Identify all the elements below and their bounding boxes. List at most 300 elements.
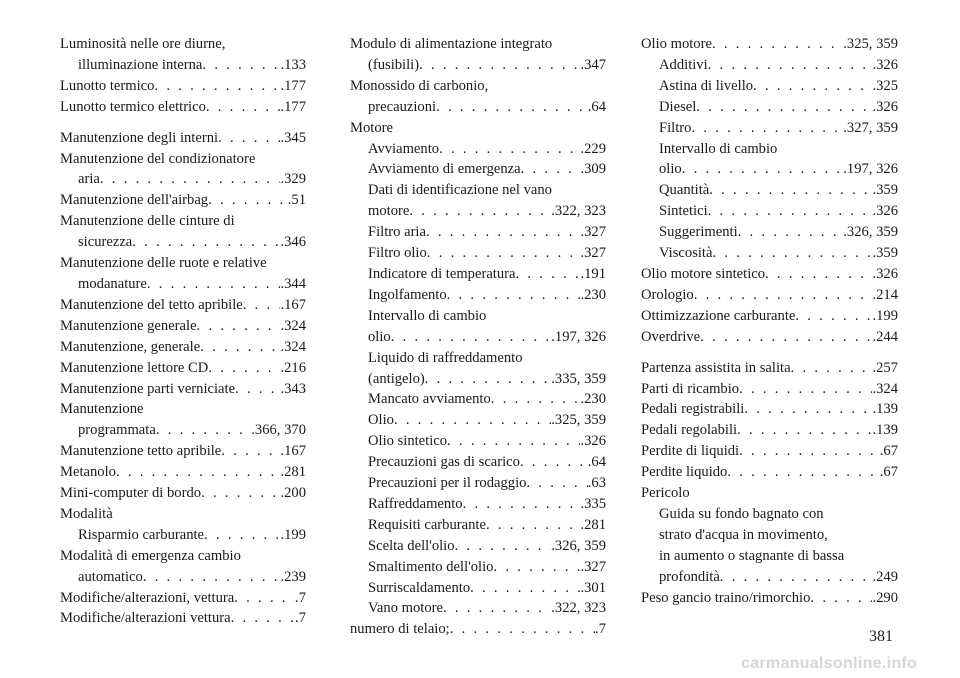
dot-leader: [712, 243, 872, 264]
index-entry-line: [60, 358, 306, 379]
index-entry-line: [60, 149, 306, 170]
index-entry: [641, 504, 898, 588]
entry-term: Diesel: [659, 98, 697, 115]
entry-term: Pedali regolabili: [641, 422, 738, 439]
index-entry: [350, 473, 606, 494]
page-reference[interactable]: .327: [580, 224, 606, 241]
page-reference[interactable]: .230: [580, 286, 606, 303]
page-reference[interactable]: .327: [580, 558, 606, 575]
entry-term: Lunotto termico: [60, 77, 155, 94]
index-entry-line: [60, 55, 306, 76]
index-entry-line: [641, 55, 898, 76]
page-reference[interactable]: .216: [280, 359, 306, 376]
entry-term: Modalità di emergenza cambio: [60, 547, 241, 564]
entry-term: Parti di ricambio: [641, 380, 740, 397]
dot-leader: [419, 55, 580, 76]
index-entry-line: [350, 619, 606, 640]
index-entry: [641, 180, 898, 201]
page-reference[interactable]: .326: [580, 433, 606, 450]
index-column-1: [60, 34, 306, 629]
dot-leader: [470, 578, 580, 599]
page-reference[interactable]: .322, 323: [551, 600, 606, 617]
page-reference[interactable]: .197, 326: [551, 328, 606, 345]
index-entry: [60, 149, 306, 191]
index-entry-line: [60, 567, 306, 588]
dot-leader: [727, 462, 879, 483]
dot-leader: [810, 588, 872, 609]
entry-term: Smaltimento dell'olio: [368, 558, 494, 575]
index-entry: [641, 222, 898, 243]
dot-leader: [450, 619, 595, 640]
page-reference[interactable]: .326: [872, 56, 898, 73]
dot-leader: [738, 222, 844, 243]
index-entry: [60, 295, 306, 316]
page-reference[interactable]: .63: [587, 475, 606, 492]
index-entry-line: [350, 515, 606, 536]
index-entry: [60, 34, 306, 76]
index-entry-line: [641, 327, 898, 348]
page-reference[interactable]: .244: [872, 328, 898, 345]
dot-leader: [447, 431, 580, 452]
entry-term: Modalità: [60, 505, 113, 522]
page-reference[interactable]: .343: [280, 380, 306, 397]
dot-leader: [132, 232, 280, 253]
index-entry-line: [60, 76, 306, 97]
index-entry-line: [641, 97, 898, 118]
entry-term: Partenza assistita in salita: [641, 359, 791, 376]
dot-leader: [491, 389, 581, 410]
index-entry: [641, 264, 898, 285]
entry-term: Raffreddamento: [368, 495, 463, 512]
index-entry-line: [60, 97, 306, 118]
index-entry: [60, 399, 306, 441]
dot-leader: [682, 159, 844, 180]
dot-leader: [235, 379, 280, 400]
index-entry: [641, 462, 898, 483]
index-entry-line: [60, 128, 306, 149]
entry-term: Luminosità nelle ore diurne,: [60, 36, 226, 52]
page-reference[interactable]: .326: [872, 203, 898, 220]
entry-term: Avviamento: [368, 140, 440, 157]
index-entry: [350, 557, 606, 578]
dot-leader: [700, 327, 872, 348]
index-entry: [60, 462, 306, 483]
page-reference[interactable]: .67: [879, 464, 898, 481]
dot-leader: [708, 201, 873, 222]
index-entry: [350, 536, 606, 557]
entry-term: Avviamento di emergenza: [368, 161, 521, 178]
page-reference[interactable]: .257: [872, 359, 898, 376]
index-entry: [350, 515, 606, 536]
index-entry: [641, 379, 898, 400]
index-entry-line: [641, 379, 898, 400]
page-reference[interactable]: .200: [280, 485, 306, 502]
page-reference[interactable]: .359: [872, 245, 898, 262]
dot-leader: [737, 420, 872, 441]
entry-term: Manutenzione delle cinture di: [60, 213, 235, 230]
index-entry-line: [60, 379, 306, 400]
page-reference[interactable]: .249: [872, 568, 898, 585]
dot-leader: [463, 494, 581, 515]
index-entry-line: [641, 118, 898, 139]
entry-term: Requisiti carburante: [368, 516, 486, 533]
index-entry-line: [641, 399, 898, 420]
entry-term: olio: [659, 161, 682, 178]
page-reference[interactable]: .322, 323: [551, 203, 606, 220]
index-entry: [641, 76, 898, 97]
dot-leader: [427, 243, 581, 264]
entry-term: Astina di livello: [659, 77, 754, 94]
page-reference[interactable]: .326, 359: [551, 537, 606, 554]
page-reference[interactable]: .281: [580, 516, 606, 533]
dot-leader: [696, 97, 872, 118]
index-entry-line: [350, 285, 606, 306]
dot-leader: [206, 97, 281, 118]
dot-leader: [691, 118, 843, 139]
page-reference[interactable]: .346: [280, 234, 306, 251]
index-entry: [350, 619, 606, 640]
dot-leader: [231, 608, 295, 629]
dot-leader: [197, 316, 281, 337]
entry-term: Precauzioni per il rodaggio: [368, 475, 527, 492]
entry-term: Sintetici: [659, 203, 708, 220]
entry-term: Indicatore di temperatura: [368, 265, 516, 282]
index-entry-line: [641, 243, 898, 264]
index-entry: [641, 483, 898, 504]
index-entry-line: [60, 504, 306, 525]
index-entry: [60, 546, 306, 588]
index-entry: [350, 285, 606, 306]
dot-leader: [708, 55, 873, 76]
index-entry-line: [641, 525, 898, 546]
index-entry-line: [350, 139, 606, 160]
index-entry-line: [641, 462, 898, 483]
page-reference[interactable]: .64: [587, 98, 606, 115]
index-entry-line: [60, 337, 306, 358]
index-entry: [641, 441, 898, 462]
index-entry: [60, 588, 306, 609]
entry-term: Manutenzione del tetto apribile: [60, 296, 243, 313]
index-entry-line: [60, 441, 306, 462]
entry-term: Orologio: [641, 286, 694, 303]
entry-term: aria: [78, 171, 100, 188]
index-entry: [60, 76, 306, 97]
dot-leader: [720, 567, 873, 588]
index-entry-line: [350, 369, 606, 390]
entry-term: Scelta dell'olio: [368, 537, 455, 554]
page-number: 381: [869, 628, 893, 645]
index-entry: [350, 431, 606, 452]
dot-leader: [439, 139, 580, 160]
index-entry-line: [350, 327, 606, 348]
entry-term: Olio motore sintetico: [641, 265, 766, 282]
index-entry-line: [60, 483, 306, 504]
entry-term: Vano motore: [368, 600, 443, 617]
entry-term: Manutenzione: [60, 401, 144, 418]
index-entry: [641, 306, 898, 327]
page-reference[interactable]: .7: [295, 610, 306, 627]
index-entry-line: [641, 420, 898, 441]
entry-term: Intervallo di cambio: [368, 307, 487, 324]
index-entry-line: [60, 190, 306, 211]
dot-leader: [521, 159, 581, 180]
page-reference[interactable]: .197, 326: [843, 161, 898, 178]
index-entry-line: [60, 274, 306, 295]
index-entry-line: [350, 180, 606, 201]
index-entry-line: [350, 578, 606, 599]
index-entry-line: [350, 389, 606, 410]
entry-term: in aumento o stagnante di bassa: [659, 547, 845, 564]
page-reference[interactable]: .359: [872, 182, 898, 199]
page-reference[interactable]: .324: [280, 338, 306, 355]
dot-leader: [515, 264, 580, 285]
index-entry-line: [350, 243, 606, 264]
index-entry-line: [641, 285, 898, 306]
entry-term: Dati di identificazione nel vano: [368, 182, 552, 199]
index-entry-line: [350, 410, 606, 431]
page-reference[interactable]: .301: [580, 579, 606, 596]
index-entry: [350, 306, 606, 348]
index-entry-line: [350, 264, 606, 285]
page-reference[interactable]: .167: [280, 443, 306, 460]
page-reference[interactable]: .344: [280, 275, 306, 292]
page-reference[interactable]: .325, 359: [551, 412, 606, 429]
entry-term: (antigelo): [368, 370, 425, 387]
entry-term: Perdite di liquidi: [641, 443, 740, 460]
page-reference[interactable]: .326: [872, 98, 898, 115]
page-reference[interactable]: .327, 359: [843, 119, 898, 136]
index-entry-line: [641, 546, 898, 567]
index-entry-line: [350, 536, 606, 557]
entry-term: Precauzioni gas di scarico: [368, 454, 520, 471]
entry-term: Manutenzione lettore CD: [60, 359, 209, 376]
index-entry-line: [60, 295, 306, 316]
page-reference[interactable]: .214: [872, 286, 898, 303]
index-entry-line: [641, 264, 898, 285]
page-reference[interactable]: .326, 359: [843, 224, 898, 241]
dot-leader: [204, 525, 280, 546]
dot-leader: [243, 295, 281, 316]
page-reference[interactable]: .281: [280, 464, 306, 481]
entry-term: Filtro: [659, 119, 692, 136]
index-entry-line: [60, 399, 306, 420]
index-entry: [350, 410, 606, 431]
index-entry-line: [350, 222, 606, 243]
entry-term: Intervallo di cambio: [659, 140, 778, 157]
entry-term: Mini-computer di bordo: [60, 485, 202, 502]
page-reference[interactable]: .139: [872, 401, 898, 418]
entry-term: Lunotto termico elettrico: [60, 98, 206, 115]
dot-leader: [753, 76, 872, 97]
index-entry: [60, 525, 306, 546]
index-entry-line: [60, 608, 306, 629]
index-entry: [350, 76, 606, 118]
entry-term: Motore: [350, 119, 393, 136]
index-entry-line: [60, 232, 306, 253]
index-entry: [350, 264, 606, 285]
index-entry: [641, 358, 898, 379]
index-entry: [641, 201, 898, 222]
entry-term: Manutenzione degli interni: [60, 129, 219, 146]
dot-leader: [200, 337, 280, 358]
dot-leader: [739, 441, 880, 462]
dot-leader: [201, 483, 280, 504]
index-entry: [641, 139, 898, 181]
entry-term: Modifiche/alterazioni, vettura: [60, 589, 235, 606]
index-entry: [60, 358, 306, 379]
page-reference[interactable]: .335: [580, 495, 606, 512]
page-reference[interactable]: .139: [872, 422, 898, 439]
entry-term: Surriscaldamento: [368, 579, 471, 596]
page-reference[interactable]: .51: [287, 192, 306, 209]
index-entry-line: [60, 588, 306, 609]
page-reference[interactable]: .345: [280, 129, 306, 146]
index-entry: [350, 139, 606, 160]
index-entry: [641, 588, 898, 609]
dot-leader: [394, 410, 551, 431]
page-reference[interactable]: .324: [280, 317, 306, 334]
index-entry: [60, 190, 306, 211]
index-entry-line: [60, 169, 306, 190]
index-entry: [60, 504, 306, 525]
index-entry-line: [641, 34, 898, 55]
entry-term: Peso gancio traino/rimorchio: [641, 589, 811, 606]
dot-leader: [202, 55, 280, 76]
page-reference[interactable]: .290: [872, 589, 898, 606]
entry-term: Mancato avviamento: [368, 391, 491, 408]
index-entry-line: [641, 588, 898, 609]
entry-term: Manutenzione generale: [60, 317, 197, 334]
entry-term: Overdrive: [641, 328, 701, 345]
page-reference[interactable]: .177: [280, 77, 306, 94]
page-reference[interactable]: .230: [580, 391, 606, 408]
index-entry-line: [350, 201, 606, 222]
index-entry: [350, 222, 606, 243]
entry-term: sicurezza: [78, 234, 133, 251]
dot-leader: [218, 128, 280, 149]
entry-term: Manutenzione dell'airbag: [60, 192, 209, 209]
index-entry: [60, 379, 306, 400]
dot-leader: [526, 473, 587, 494]
page-reference[interactable]: .7: [595, 621, 606, 638]
page-reference[interactable]: .191: [580, 265, 606, 282]
entry-term: Viscosità: [659, 245, 713, 262]
index-entry-line: [60, 525, 306, 546]
entry-term: motore: [368, 203, 410, 220]
page-reference[interactable]: .199: [280, 526, 306, 543]
page-reference[interactable]: .309: [580, 161, 606, 178]
index-entry-line: [60, 211, 306, 232]
dot-leader: [520, 452, 588, 473]
index-entry-line: [641, 222, 898, 243]
entry-term: Metanolo: [60, 464, 116, 481]
index-entry: [641, 420, 898, 441]
entry-term: (fusibili): [368, 56, 420, 73]
dot-leader: [143, 567, 281, 588]
index-entry-line: [641, 76, 898, 97]
entry-term: Risparmio carburante: [78, 526, 205, 543]
page-reference[interactable]: .335, 359: [551, 370, 606, 387]
dot-leader: [436, 97, 588, 118]
page-reference[interactable]: .229: [580, 140, 606, 157]
page-reference[interactable]: .64: [587, 454, 606, 471]
entry-term: profondità: [659, 568, 720, 585]
dot-leader: [709, 180, 872, 201]
index-entry: [60, 253, 306, 295]
dot-leader: [409, 201, 551, 222]
page-reference[interactable]: .199: [872, 307, 898, 324]
page-reference[interactable]: .325, 359: [843, 36, 898, 52]
page-reference[interactable]: .326: [872, 265, 898, 282]
page-reference[interactable]: .329: [280, 171, 306, 188]
entry-term: Quantità: [659, 182, 710, 199]
dot-leader: [116, 462, 281, 483]
index-entry: [350, 389, 606, 410]
index-entry-line: [350, 494, 606, 515]
entry-term: Olio: [368, 412, 394, 429]
entry-term: Perdite liquido: [641, 464, 728, 481]
page-reference[interactable]: .167: [280, 296, 306, 313]
page-reference[interactable]: .177: [280, 98, 306, 115]
index-column-2: [350, 34, 606, 640]
page-reference[interactable]: .239: [280, 568, 306, 585]
entry-term: Suggerimenti: [659, 224, 738, 241]
index-entry-line: [350, 118, 606, 139]
index-entry: [350, 348, 606, 390]
entry-term: Modifiche/alterazioni vettura: [60, 610, 231, 627]
index-entry: [641, 243, 898, 264]
index-entry-line: [60, 316, 306, 337]
dot-leader: [694, 285, 873, 306]
index-entry: [350, 159, 606, 180]
dot-leader: [712, 34, 843, 55]
index-entry-line: [60, 253, 306, 274]
page-reference[interactable]: .324: [872, 380, 898, 397]
entry-term: precauzioni: [368, 98, 437, 115]
index-entry: [350, 243, 606, 264]
watermark: carmanualsonline.info: [741, 655, 918, 672]
index-entry-line: [350, 97, 606, 118]
page-reference[interactable]: .325: [872, 77, 898, 94]
page-reference[interactable]: .133: [280, 56, 306, 73]
page-reference[interactable]: .7: [295, 589, 306, 606]
entry-term: Ottimizzazione carburante: [641, 307, 796, 324]
page-reference[interactable]: .347: [580, 56, 606, 73]
index-entry: [60, 483, 306, 504]
page-reference[interactable]: .67: [879, 443, 898, 460]
entry-term: Manutenzione del condizionatore: [60, 150, 256, 167]
index-entry-line: [350, 557, 606, 578]
index-entry-line: [350, 598, 606, 619]
index-entry-line: [641, 180, 898, 201]
dot-leader: [447, 285, 581, 306]
page-reference[interactable]: .327: [580, 245, 606, 262]
entry-term: Filtro aria: [368, 224, 426, 241]
dot-leader: [156, 420, 251, 441]
dot-leader: [455, 536, 552, 557]
dot-leader: [154, 76, 280, 97]
index-entry-line: [641, 504, 898, 525]
entry-term: Filtro olio: [368, 245, 427, 262]
page-reference[interactable]: .366, 370: [251, 422, 306, 439]
index-entry: [641, 118, 898, 139]
dot-leader: [765, 264, 872, 285]
index-entry: [60, 441, 306, 462]
index-entry-line: [350, 473, 606, 494]
index-entry-line: [350, 55, 606, 76]
index-entry: [60, 211, 306, 253]
dot-leader: [426, 222, 580, 243]
